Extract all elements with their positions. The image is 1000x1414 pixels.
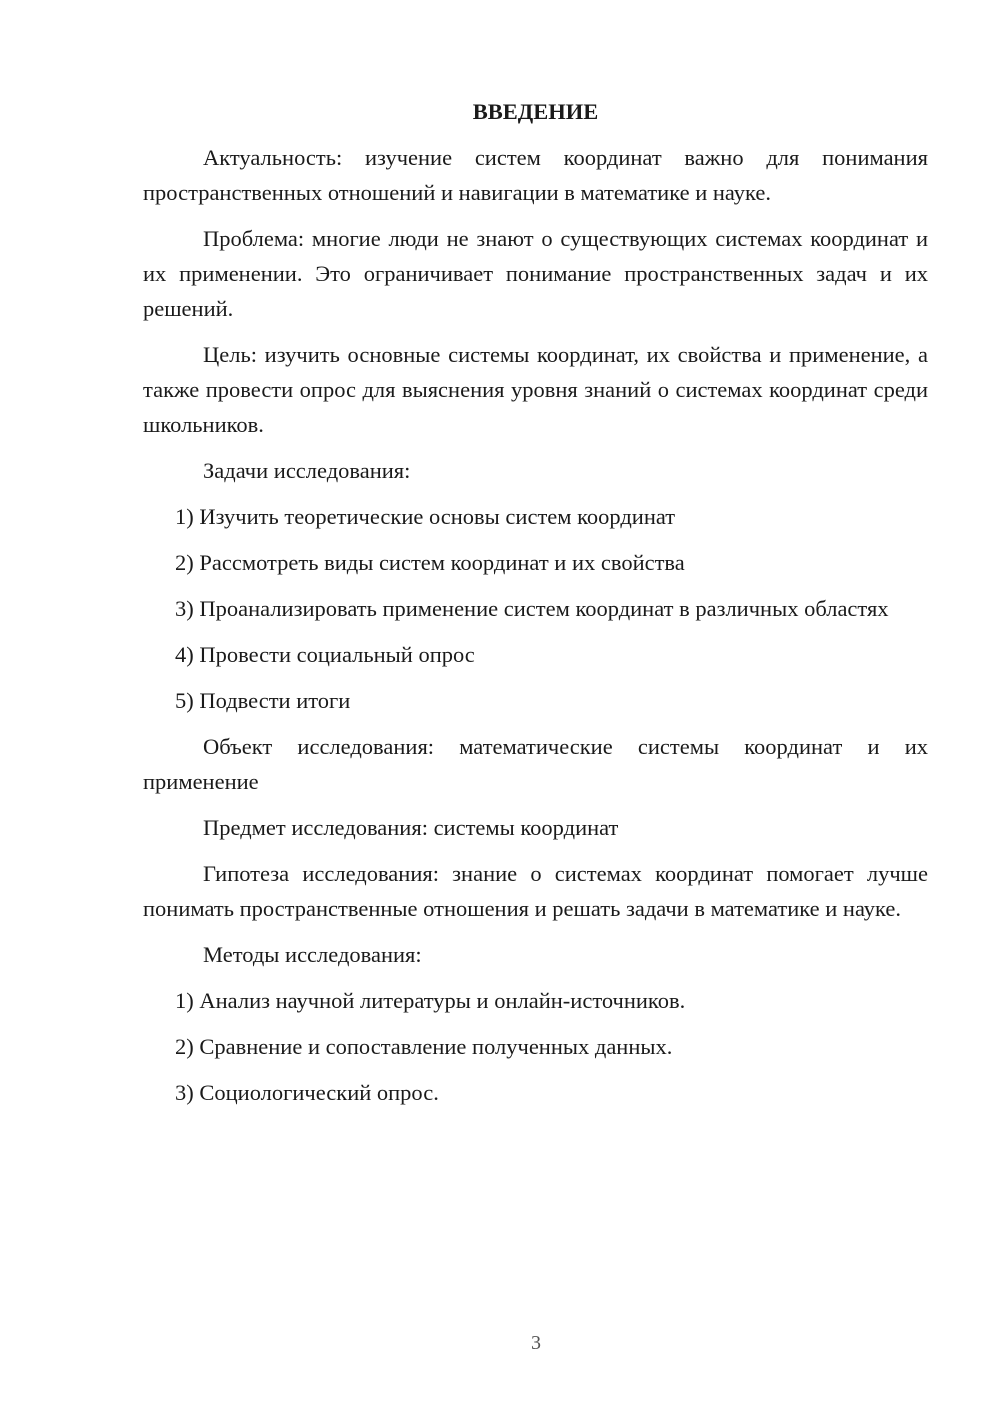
task-item: 4) Провести социальный опрос [175,642,475,667]
hypothesis-paragraph: Гипотеза исследования: знание о системах координат помогает лучше понимать пространственные отношения и решать задачи в математике и науке. [143,861,928,921]
method-item: 2) Сравнение и сопоставление полученных данных. [175,1034,673,1059]
tasks-label: Задачи исследования: [203,458,411,483]
method-item: 1) Анализ научной литературы и онлайн-источников. [175,988,686,1013]
relevance-paragraph: Актуальность: изучение систем координат важно для понимания пространственных отношений и навигации в математике и науке. [143,145,928,205]
task-item: 5) Подвести итоги [175,688,351,713]
task-item: 1) Изучить теоретические основы систем координат [175,504,676,529]
methods-label: Методы исследования: [203,942,422,967]
task-item: 2) Рассмотреть виды систем координат и их свойства [175,550,685,575]
goal-paragraph: Цель: изучить основные системы координат, их свойства и применение, а также провести опрос для выяснения уровня знаний о системах координат среди школьников. [143,342,928,437]
method-item: 3) Социологический опрос. [175,1080,439,1105]
section-heading: ВВЕДЕНИЕ [472,99,599,124]
problem-paragraph: Проблема: многие люди не знают о существующих системах координат и их применении. Это ограничивает понимание пространственных задач и их решений. [143,226,928,321]
page-content [143,94,928,1121]
object-paragraph: Объект исследования: математические системы координат и их применение [143,734,928,794]
subject-paragraph: Предмет исследования: системы координат [203,815,619,840]
task-item: 3) Проанализировать применение систем координат в различных областях [175,596,889,621]
page-number: 3 [531,1332,541,1354]
